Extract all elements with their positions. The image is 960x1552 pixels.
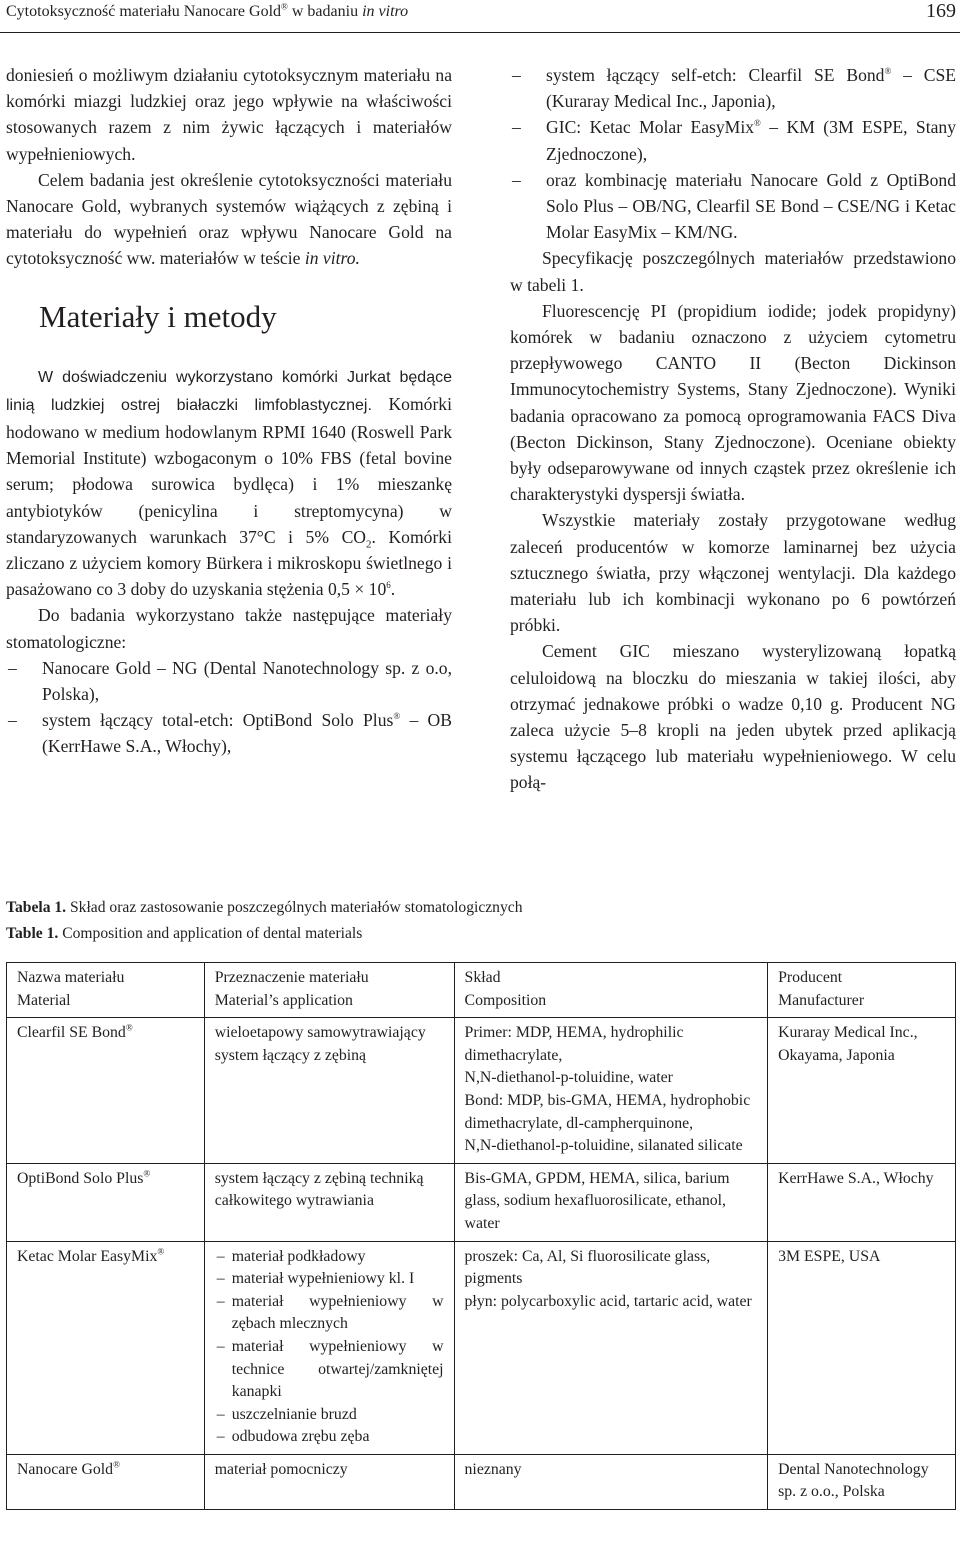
paragraph-methods: W doświadczeniu wykorzystano komórki Jurkat będące linią ludzkiej ostrej białaczki limfoblastycznej. Komórki hodowano w medium hodowlanym RPMI 1640 (Roswell Park Memorial Institute) wzbogaconym o 10% FBS (fetal bovine serum; płodowa surowica bydlęca) i 1% mieszankę antybiotyków (penicylina i streptomycyna) w standaryzowanych warunkach 37°C i 5% $CO_2$. Komórki zliczano z użyciem komory Bürkera i mikroskopu świetlnego i pasażowano co 3 doby do uzyskania stężenia $0,5 \times 10^6$.: [6, 368, 452, 600]
running-head: [6, 0, 956, 24]
paragraph: Do badania wykorzystano także następujące materiały stomatologiczne:: [6, 605, 452, 652]
table-caption: [6, 895, 523, 947]
list-item: – uszczelnianie bruzd: [216, 1405, 357, 1423]
paragraph: Wszystkie materiały zostały przygotowane według zaleceń producentów w komorze laminarnej bez użycia sztucznego światła, przy włączonej wentylacji. Dla każdego materiału lub ich kombinacji wykonano po 6 powtórzeń próbki.: [510, 510, 956, 636]
cell-application: [204, 1241, 454, 1454]
list-item: – GIC: Ketac Molar EasyMix® – KM (3M ESPE, Stany Zjednoczone),: [512, 117, 956, 164]
paragraph: doniesień o możliwym działaniu cytotoksycznym materiału na komórki miazgi ludzkiej oraz jego wpływie na właściwości stosowanych razem z nim żywic łączących i materiałów wypełnieniowych.: [6, 65, 452, 164]
left-column: [6, 62, 452, 760]
cell-manufacturer: Dental Nanotechnology sp. z o.o., Polska: [768, 1454, 956, 1509]
section-heading: Materiały i metody: [39, 298, 277, 334]
cell-material: Clearfil SE Bond®: [7, 1018, 205, 1164]
table-row: [7, 1018, 956, 1164]
list-item: – materiał wypełnieniowy w zębach mlecznych: [216, 1292, 444, 1333]
materials-table: [6, 962, 956, 1510]
cell-application: wieloetapowy samowytrawiający system łączący z zębiną: [204, 1018, 454, 1164]
table-header-row: [7, 963, 956, 1018]
list-item: – odbudowa zrębu zęba: [216, 1428, 370, 1446]
paragraph: Specyfikację poszczególnych materiałów przedstawiono w tabeli 1.: [510, 248, 956, 295]
paragraph: Cement GIC mieszano wysterylizowaną łopatką celuloidową na bloczku do mieszania w takiej ilości, aby otrzymać jednakowe próbki o wadze 0,10 g. Producent NG zaleca użycie 5–8 kropli na jeden ubytek przed aplikacją systemu łączącego lub materiału wypełnieniowego. W celu połą-: [510, 641, 956, 793]
list-item: – materiał wypełnieniowy kl. I: [216, 1270, 415, 1288]
cell-application: materiał pomocniczy: [204, 1454, 454, 1509]
column-header: Skład Composition: [454, 963, 768, 1018]
table-row: [7, 1163, 956, 1241]
cell-composition: Bis-GMA, GPDM, HEMA, silica, barium glass, sodium hexafluorosilicate, ethanol, water: [454, 1163, 768, 1241]
paragraph-aim: Celem badania jest określenie cytotoksyczności materiału Nanocare Gold, wybranych systemów wiążących z zębiną i materiału do wypełnień oraz wpływu Nanocare Gold na cytotoksyczność ww. materiałów w teście in vitro.: [6, 169, 452, 269]
cell-composition: nieznany: [454, 1454, 768, 1509]
cell-material: Ketac Molar EasyMix®: [7, 1241, 205, 1454]
cell-manufacturer: 3M ESPE, USA: [768, 1241, 956, 1454]
cell-composition: Primer: MDP, HEMA, hydrophilic dimethacrylate, N,N-diethanol-p-toluidine, water Bond: MDP, bis-GMA, HEMA, hydrophobic dimethacrylate, dl-campherquinone, N,N-diethanol-p-toluidine, silanated silicate: [454, 1018, 768, 1164]
application-list: [215, 1246, 444, 1449]
header-rule: [0, 32, 960, 33]
cell-composition: proszek: Ca, Al, Si fluorosilicate glass, pigments płyn: polycarboxylic acid, tartaric acid, water: [454, 1241, 768, 1454]
materials-list-continued: [510, 62, 956, 245]
cell-application: system łączący z zębiną techniką całkowitego wytrawiania: [204, 1163, 454, 1241]
list-item: – system łączący self-etch: Clearfil SE Bond® – CSE (Kuraray Medical Inc., Japonia),: [512, 65, 956, 112]
caption-english: Table 1. Composition and application of dental materials: [6, 925, 363, 942]
column-header: Nazwa materiału Material: [7, 963, 205, 1018]
list-item: – materiał podkładowy: [216, 1247, 366, 1265]
list-item: – oraz kombinację materiału Nanocare Gold z OptiBond Solo Plus – OB/NG, Clearfil SE Bond – CSE/NG i Ketac Molar EasyMix – KM/NG.: [512, 169, 956, 243]
running-title: Cytotoksyczność materiału Nanocare Gold® w badaniu in vitro: [6, 1, 409, 20]
cell-material: Nanocare Gold®: [7, 1454, 205, 1509]
page-number: 169: [926, 0, 956, 22]
list-item: – materiał wypełnieniowy w technice otwartej/zamkniętej kanapki: [216, 1337, 444, 1401]
column-header: Producent Manufacturer: [768, 963, 956, 1018]
list-item: – Nanocare Gold – NG (Dental Nanotechnology sp. z o.o, Polska),: [8, 657, 452, 705]
caption-polish: Tabela 1. Skład oraz zastosowanie poszczególnych materiałów stomatologicznych: [6, 899, 523, 916]
table-row: [7, 1241, 956, 1454]
cell-material: OptiBond Solo Plus®: [7, 1163, 205, 1241]
cell-manufacturer: Kuraray Medical Inc., Okayama, Japonia: [768, 1018, 956, 1164]
list-item: – system łączący total-etch: OptiBond Solo Plus® – OB (KerrHawe S.A., Włochy),: [8, 710, 452, 757]
paragraph: Fluorescencję PI (propidium iodide; jodek propidyny) komórek w badaniu oznaczono z użyciem cytometru przepływowego CANTO II (Becton Dickinson Immunocytochemistry Systems, Stany Zjednoczone). Wyniki badania opracowano za pomocą oprogramowania FACS Diva (Becton Dickinson, Stany Zjednoczone). Oceniane obiekty były odseparowywane od innych cząstek przez określenie ich charakterystyki dyspersji światła.: [510, 300, 956, 505]
materials-list: [6, 655, 452, 760]
right-column: [510, 62, 956, 796]
cell-manufacturer: KerrHawe S.A., Włochy: [768, 1163, 956, 1241]
table-row: [7, 1454, 956, 1509]
column-header: Przeznaczenie materiału Material’s application: [204, 963, 454, 1018]
